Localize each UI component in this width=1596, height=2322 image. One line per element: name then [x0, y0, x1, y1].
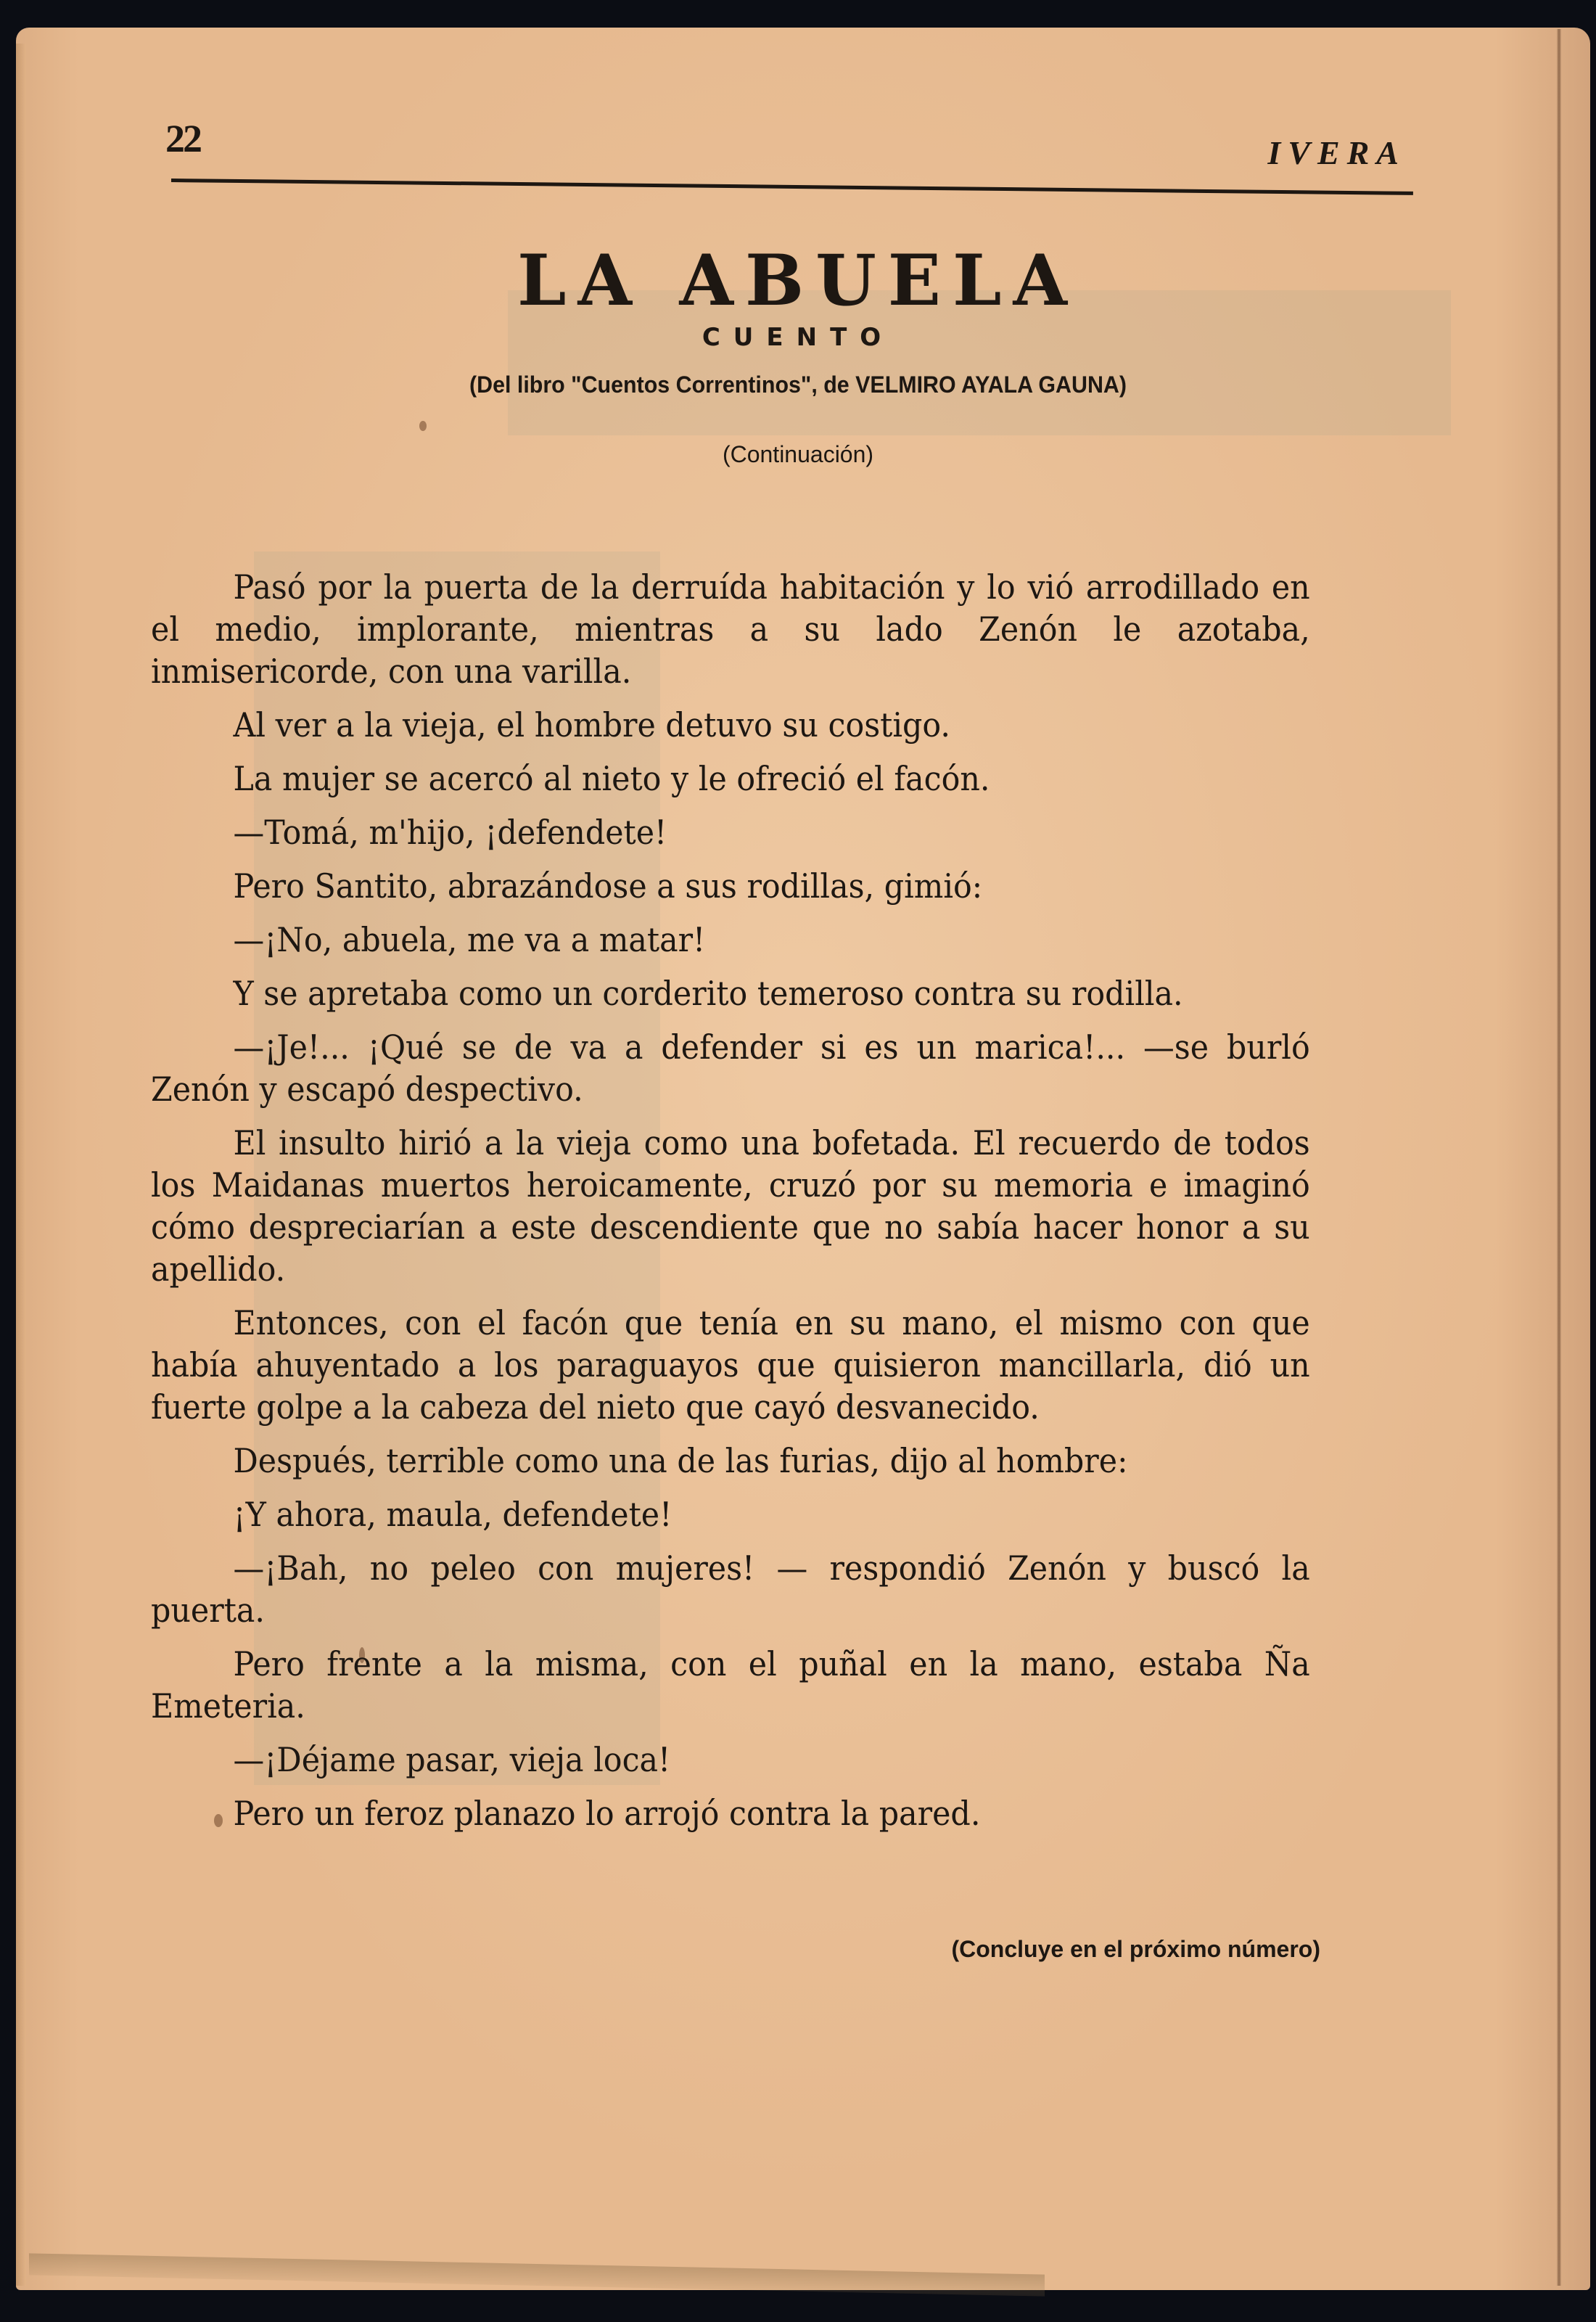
paragraph: Pasó por la puerta de la derruída habitación y lo vió arrodillado en el medio, implorante, mientras a su lado Zenón le azotaba, inmisericorde, con una varilla. — [151, 567, 1310, 691]
paragraph: La mujer se acercó al nieto y le ofreció el facón. — [233, 759, 990, 798]
paragraph: Y se apretaba como un corderito temeroso contra su rodilla. — [233, 974, 1183, 1013]
running-head: IVERA — [1267, 134, 1406, 171]
page-fold-shadow — [1557, 29, 1561, 2286]
paragraph: —¡No, abuela, me va a matar! — [233, 920, 706, 959]
paragraph: Pero Santito, abrazándose a sus rodillas, gimió: — [233, 866, 983, 906]
article-title: LA ABUELA — [517, 239, 1079, 321]
paragraph: El insulto hirió a la vieja como una bofetada. El recuerdo de todos los Maidanas muertos heroicamente, cruzó por su memoria e imaginó cómo despreciarían a este descendiente que no sabía hacer honor a su apellido. — [151, 1123, 1310, 1289]
paragraph: —¡Déjame pasar, vieja loca! — [233, 1740, 671, 1779]
paragraph: —¡Je!... ¡Qué se de va a defender si es un marica!... —se burló Zenón y escapó despectivo. — [151, 1027, 1310, 1109]
closing-note: (Concluye en el próximo número) — [951, 1936, 1320, 1962]
paragraph: ¡Y ahora, maula, defendete! — [233, 1495, 672, 1534]
article-subtitle: CUENTO — [702, 323, 894, 352]
article-body — [151, 566, 1310, 1846]
page-number: 22 — [165, 117, 200, 160]
ink-spot — [419, 421, 427, 431]
page-edge-left — [16, 44, 26, 2286]
paragraph: Entonces, con el facón que tenía en su mano, el mismo con que había ahuyentado a los paraguayos que quisieron mancillarla, dió un fuerte golpe a la cabeza del nieto que cayó desvanecido. — [151, 1303, 1310, 1427]
paragraph: Al ver a la vieja, el hombre detuvo su costigo. — [233, 705, 951, 744]
paragraph: Pero frente a la misma, con el puñal en la mano, estaba Ña Emeteria. — [151, 1644, 1310, 1726]
continuation-label: (Continuación) — [722, 441, 874, 467]
paragraph: —¡Bah, no peleo con mujeres! — respondió Zenón y buscó la puerta. — [151, 1548, 1310, 1630]
paragraph: Pero un feroz planazo lo arrojó contra la pared. — [233, 1794, 981, 1833]
paragraph: —Tomá, m'hijo, ¡defendete! — [233, 813, 667, 852]
article-source: (Del libro "Cuentos Correntinos", de VELMIRO AYALA GAUNA) — [469, 372, 1127, 398]
paragraph: Después, terrible como una de las furias, dijo al hombre: — [233, 1441, 1128, 1480]
